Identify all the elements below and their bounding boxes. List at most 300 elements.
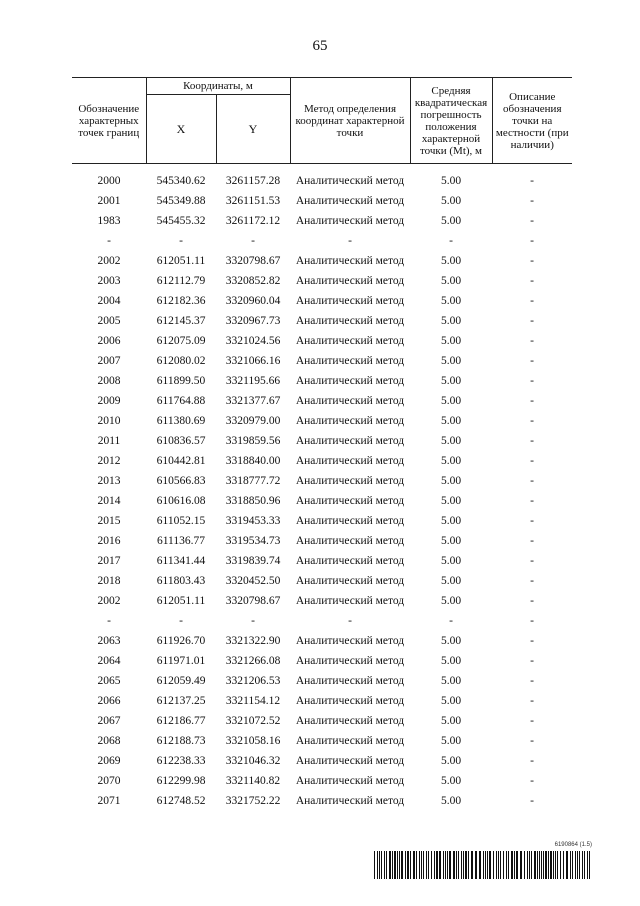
- point-id-cell: 2009: [97, 395, 121, 407]
- coord-y-cell: 3321066.16: [225, 355, 281, 367]
- method-cell: Аналитический метод: [295, 795, 405, 807]
- method-cell: Аналитический метод: [295, 315, 405, 327]
- coord-y-cell: 3320452.50: [225, 575, 281, 587]
- point-id-cell: 2071: [97, 795, 121, 807]
- point-id-cell: 2000: [97, 175, 121, 187]
- barcode-bar: [539, 851, 540, 879]
- method-cell: Аналитический метод: [295, 335, 405, 347]
- point-id-cell: 2070: [97, 775, 121, 787]
- accuracy-cell: 5.00: [440, 275, 462, 287]
- barcode-bar: [399, 851, 400, 879]
- coord-x-cell: 612145.37: [156, 315, 206, 327]
- barcode-bar: [421, 851, 422, 879]
- coord-y-cell: 3321206.53: [225, 675, 281, 687]
- table-row: [72, 791, 572, 811]
- accuracy-cell: 5.00: [440, 215, 462, 227]
- description-cell: -: [530, 415, 534, 427]
- method-cell: Аналитический метод: [295, 475, 405, 487]
- description-cell: -: [530, 255, 534, 267]
- description-cell: -: [530, 655, 534, 667]
- barcode-bar: [449, 851, 451, 879]
- barcode-bar: [582, 851, 583, 879]
- coord-x-cell: 545455.32: [156, 215, 206, 227]
- table-row: [72, 691, 572, 711]
- description-cell: -: [530, 295, 534, 307]
- coord-x-cell: 610836.57: [156, 435, 206, 447]
- coord-y-cell: 3321072.52: [225, 715, 281, 727]
- point-id-cell: 2066: [97, 695, 121, 707]
- barcode-bar: [394, 851, 396, 879]
- coord-x-cell: -: [179, 615, 183, 627]
- accuracy-cell: 5.00: [440, 315, 462, 327]
- description-cell: -: [530, 535, 534, 547]
- description-cell: -: [530, 615, 534, 627]
- accuracy-cell: 5.00: [440, 295, 462, 307]
- table-row: [72, 491, 572, 511]
- table-row: [72, 391, 572, 411]
- table-row: [72, 351, 572, 371]
- coord-y-cell: 3320979.00: [225, 415, 281, 427]
- accuracy-cell: 5.00: [440, 555, 462, 567]
- barcode-bar: [426, 851, 427, 879]
- barcode-bar: [589, 851, 590, 879]
- coord-x-cell: 611899.50: [156, 375, 206, 387]
- coord-y-cell: 3321266.08: [225, 655, 281, 667]
- description-cell: -: [530, 595, 534, 607]
- barcode-bar: [479, 851, 481, 879]
- barcode-bar: [575, 851, 576, 879]
- table-row: [72, 411, 572, 431]
- method-cell: Аналитический метод: [295, 635, 405, 647]
- accuracy-cell: 5.00: [440, 455, 462, 467]
- barcode-bar: [379, 851, 380, 879]
- method-cell: Аналитический метод: [295, 395, 405, 407]
- barcode-bar: [428, 851, 429, 879]
- accuracy-cell: 5.00: [440, 535, 462, 547]
- accuracy-cell: 5.00: [440, 635, 462, 647]
- barcode-bar: [463, 851, 464, 879]
- coord-y-cell: 3318850.96: [225, 495, 281, 507]
- accuracy-cell: 5.00: [440, 475, 462, 487]
- coord-x-cell: 611971.01: [156, 655, 206, 667]
- accuracy-cell: 5.00: [440, 595, 462, 607]
- point-id-cell: 2001: [97, 195, 121, 207]
- method-cell: Аналитический метод: [295, 535, 405, 547]
- barcode-bar: [541, 851, 542, 879]
- table-row: [72, 331, 572, 351]
- point-id-cell: 2065: [97, 675, 121, 687]
- barcode-bar: [527, 851, 528, 879]
- barcode-bar: [560, 851, 561, 879]
- coord-x-cell: 545340.62: [156, 175, 206, 187]
- barcode-bar: [397, 851, 398, 879]
- accuracy-cell: 5.00: [440, 715, 462, 727]
- barcode-bar: [407, 851, 409, 879]
- header-designation: Обозначение характерных точек границ: [72, 78, 146, 164]
- accuracy-cell: 5.00: [440, 375, 462, 387]
- barcode-bar: [483, 851, 484, 879]
- barcode-bar: [572, 851, 573, 879]
- method-cell: Аналитический метод: [295, 195, 405, 207]
- barcode-bar: [468, 851, 469, 879]
- table-row: [72, 231, 572, 251]
- coord-y-cell: 3321058.16: [225, 735, 281, 747]
- barcode: [374, 842, 592, 882]
- coord-y-cell: 3321377.67: [225, 395, 281, 407]
- accuracy-cell: 5.00: [440, 795, 462, 807]
- barcode-bar: [471, 851, 473, 879]
- method-cell: -: [348, 235, 352, 247]
- point-id-cell: 2017: [97, 555, 121, 567]
- accuracy-cell: 5.00: [440, 755, 462, 767]
- coord-y-cell: 3321046.32: [225, 755, 281, 767]
- table-row: [72, 711, 572, 731]
- barcode-bar: [516, 851, 518, 879]
- barcode-bar: [577, 851, 578, 879]
- coord-x-cell: 612112.79: [156, 275, 206, 287]
- method-cell: Аналитический метод: [295, 295, 405, 307]
- barcode-bar: [550, 851, 552, 879]
- header-coordinates: Координаты, м: [146, 78, 290, 95]
- coord-x-cell: 612748.52: [156, 795, 206, 807]
- description-cell: -: [530, 435, 534, 447]
- table-body: [72, 164, 572, 812]
- point-id-cell: 2005: [97, 315, 121, 327]
- barcode-bar: [439, 851, 441, 879]
- description-cell: -: [530, 335, 534, 347]
- table-row: [72, 371, 572, 391]
- accuracy-cell: 5.00: [440, 355, 462, 367]
- table-row: [72, 551, 572, 571]
- point-id-cell: 2069: [97, 755, 121, 767]
- point-id-cell: 2067: [97, 715, 121, 727]
- coord-x-cell: 612137.25: [156, 695, 206, 707]
- barcode-bar: [579, 851, 580, 879]
- accuracy-cell: 5.00: [440, 735, 462, 747]
- point-id-cell: 2004: [97, 295, 121, 307]
- barcode-bar: [487, 851, 488, 879]
- barcode-bar: [447, 851, 448, 879]
- barcode-bar: [557, 851, 558, 879]
- description-cell: -: [530, 215, 534, 227]
- coord-x-cell: 612182.36: [156, 295, 206, 307]
- barcode-bar: [506, 851, 507, 879]
- barcode-bar: [458, 851, 459, 879]
- method-cell: Аналитический метод: [295, 675, 405, 687]
- coord-x-cell: 612051.11: [156, 255, 206, 267]
- barcode-bar: [520, 851, 522, 879]
- method-cell: Аналитический метод: [295, 455, 405, 467]
- point-id-cell: 2002: [97, 255, 121, 267]
- barcode-caption: 6190864 (1.5): [554, 842, 592, 848]
- coord-y-cell: 3319839.74: [225, 555, 281, 567]
- barcode-bar: [555, 851, 556, 879]
- method-cell: Аналитический метод: [295, 735, 405, 747]
- coord-y-cell: 3321322.90: [225, 635, 281, 647]
- barcode-bar: [374, 851, 375, 879]
- barcode-bar: [485, 851, 486, 879]
- barcode-bar: [496, 851, 497, 879]
- method-cell: Аналитический метод: [295, 515, 405, 527]
- accuracy-cell: 5.00: [440, 395, 462, 407]
- coord-y-cell: 3320967.73: [225, 315, 281, 327]
- table-row: [72, 751, 572, 771]
- description-cell: -: [530, 355, 534, 367]
- table-row: [72, 651, 572, 671]
- coord-x-cell: 610442.81: [156, 455, 206, 467]
- barcode-bar: [419, 851, 420, 879]
- point-id-cell: 2008: [97, 375, 121, 387]
- barcode-bar: [431, 851, 432, 879]
- barcode-bar: [524, 851, 525, 879]
- barcode-bar: [566, 851, 568, 879]
- table-row: [72, 531, 572, 551]
- description-cell: -: [530, 375, 534, 387]
- point-id-cell: 2013: [97, 475, 121, 487]
- barcode-bar: [416, 851, 417, 879]
- barcode-bar: [377, 851, 378, 879]
- table-row: [72, 451, 572, 471]
- coordinates-table: [72, 77, 572, 811]
- coord-y-cell: 3321195.66: [225, 375, 281, 387]
- coord-x-cell: 611341.44: [156, 555, 206, 567]
- barcode-bar: [436, 851, 438, 879]
- method-cell: Аналитический метод: [295, 775, 405, 787]
- coord-y-cell: 3318840.00: [225, 455, 281, 467]
- coord-y-cell: 3320852.82: [225, 275, 281, 287]
- barcode-bar: [461, 851, 462, 879]
- coord-x-cell: 612075.09: [156, 335, 206, 347]
- barcode-bar: [508, 851, 509, 879]
- coord-y-cell: 3319534.73: [225, 535, 281, 547]
- method-cell: Аналитический метод: [295, 355, 405, 367]
- method-cell: Аналитический метод: [295, 215, 405, 227]
- barcode-bar: [534, 851, 536, 879]
- barcode-bar: [453, 851, 455, 879]
- coord-y-cell: -: [251, 615, 255, 627]
- point-id-cell: 2012: [97, 455, 121, 467]
- description-cell: -: [530, 475, 534, 487]
- accuracy-cell: 5.00: [440, 775, 462, 787]
- barcode-bar: [405, 851, 406, 879]
- description-cell: -: [530, 515, 534, 527]
- accuracy-cell: 5.00: [440, 695, 462, 707]
- method-cell: Аналитический метод: [295, 255, 405, 267]
- barcode-bar: [475, 851, 477, 879]
- coord-x-cell: 545349.88: [156, 195, 206, 207]
- barcode-bar: [548, 851, 549, 879]
- description-cell: -: [530, 755, 534, 767]
- barcode-bar: [537, 851, 538, 879]
- coord-x-cell: 610566.83: [156, 475, 206, 487]
- coord-x-cell: 612186.77: [156, 715, 206, 727]
- barcode-bar: [389, 851, 391, 879]
- point-id-cell: 2002: [97, 595, 121, 607]
- method-cell: -: [348, 615, 352, 627]
- method-cell: Аналитический метод: [295, 375, 405, 387]
- accuracy-cell: 5.00: [440, 495, 462, 507]
- table-row: [72, 271, 572, 291]
- description-cell: -: [530, 175, 534, 187]
- page-number: 65: [312, 38, 328, 54]
- barcode-bar: [529, 851, 530, 879]
- coord-y-cell: 3320798.67: [225, 255, 281, 267]
- point-id-cell: -: [107, 235, 111, 247]
- method-cell: Аналитический метод: [295, 555, 405, 567]
- barcode-bar: [413, 851, 415, 879]
- accuracy-cell: 5.00: [440, 175, 462, 187]
- coord-x-cell: 612188.73: [156, 735, 206, 747]
- barcode-bar: [410, 851, 411, 879]
- barcode-bar: [553, 851, 554, 879]
- table-row: [72, 191, 572, 211]
- coord-x-cell: 612059.49: [156, 675, 206, 687]
- point-id-cell: 1983: [97, 215, 121, 227]
- coord-x-cell: 611803.43: [156, 575, 206, 587]
- coord-y-cell: 3261157.28: [225, 175, 281, 187]
- coord-y-cell: 3321752.22: [225, 795, 281, 807]
- point-id-cell: 2007: [97, 355, 121, 367]
- coord-y-cell: 3319453.33: [225, 515, 281, 527]
- table-row: [72, 311, 572, 331]
- barcode-bar: [587, 851, 588, 879]
- barcode-bar: [514, 851, 515, 879]
- point-id-cell: 2018: [97, 575, 121, 587]
- point-id-cell: 2010: [97, 415, 121, 427]
- description-cell: -: [530, 795, 534, 807]
- barcode-bar: [543, 851, 544, 879]
- description-cell: -: [530, 735, 534, 747]
- coord-y-cell: 3321140.82: [225, 775, 281, 787]
- point-id-cell: 2015: [97, 515, 121, 527]
- accuracy-cell: 5.00: [440, 575, 462, 587]
- coord-x-cell: 611136.77: [156, 535, 206, 547]
- table-row: [72, 291, 572, 311]
- coord-x-cell: 612080.02: [156, 355, 206, 367]
- accuracy-cell: -: [449, 235, 453, 247]
- point-id-cell: 2006: [97, 335, 121, 347]
- barcode-bar: [570, 851, 571, 879]
- table-row: [72, 431, 572, 451]
- barcode-bar: [386, 851, 387, 879]
- coord-y-cell: 3321154.12: [225, 695, 281, 707]
- coord-y-cell: 3320960.04: [225, 295, 281, 307]
- coord-y-cell: -: [251, 235, 255, 247]
- coord-y-cell: 3320798.67: [225, 595, 281, 607]
- barcode-bar: [511, 851, 513, 879]
- description-cell: -: [530, 395, 534, 407]
- barcode-bar: [498, 851, 499, 879]
- description-cell: -: [530, 775, 534, 787]
- description-cell: -: [530, 715, 534, 727]
- method-cell: Аналитический метод: [295, 435, 405, 447]
- table-row: [72, 571, 572, 591]
- accuracy-cell: 5.00: [440, 195, 462, 207]
- description-cell: -: [530, 675, 534, 687]
- description-cell: -: [530, 455, 534, 467]
- coord-x-cell: -: [179, 235, 183, 247]
- barcode-bar: [445, 851, 446, 879]
- description-cell: -: [530, 275, 534, 287]
- barcode-bar: [384, 851, 385, 879]
- description-cell: -: [530, 235, 534, 247]
- table-row: [72, 171, 572, 191]
- table-row: [72, 611, 572, 631]
- barcode-bar: [401, 851, 403, 879]
- barcode-bar: [456, 851, 457, 879]
- method-cell: Аналитический метод: [295, 275, 405, 287]
- table-row: [72, 511, 572, 531]
- coord-x-cell: 612051.11: [156, 595, 206, 607]
- accuracy-cell: 5.00: [440, 435, 462, 447]
- barcode-bar: [465, 851, 467, 879]
- description-cell: -: [530, 555, 534, 567]
- barcode-bar: [434, 851, 435, 879]
- accuracy-cell: 5.00: [440, 515, 462, 527]
- accuracy-cell: 5.00: [440, 255, 462, 267]
- table-row: [72, 771, 572, 791]
- point-id-cell: 2003: [97, 275, 121, 287]
- method-cell: Аналитический метод: [295, 495, 405, 507]
- table-row: [72, 671, 572, 691]
- coord-x-cell: 611052.15: [156, 515, 206, 527]
- table-row: [72, 631, 572, 651]
- coord-x-cell: 611380.69: [156, 415, 206, 427]
- description-cell: -: [530, 695, 534, 707]
- method-cell: Аналитический метод: [295, 575, 405, 587]
- accuracy-cell: 5.00: [440, 415, 462, 427]
- coord-x-cell: 612299.98: [156, 775, 206, 787]
- table-row: [72, 591, 572, 611]
- method-cell: Аналитический метод: [295, 175, 405, 187]
- coord-x-cell: 611764.88: [156, 395, 206, 407]
- barcode-bar: [545, 851, 547, 879]
- point-id-cell: -: [107, 615, 111, 627]
- accuracy-cell: 5.00: [440, 675, 462, 687]
- method-cell: Аналитический метод: [295, 595, 405, 607]
- header-accuracy: Средняя квадратическая погрешность положения характерной точки (Мt), м: [410, 78, 492, 164]
- method-cell: Аналитический метод: [295, 655, 405, 667]
- header-method: Метод определения координат характерной точки: [290, 78, 410, 164]
- barcode-bar: [531, 851, 532, 879]
- coord-y-cell: 3261172.12: [225, 215, 281, 227]
- table-row: [72, 251, 572, 271]
- coord-y-cell: 3318777.72: [225, 475, 281, 487]
- point-id-cell: 2011: [97, 435, 121, 447]
- coord-x-cell: 611926.70: [156, 635, 206, 647]
- method-cell: Аналитический метод: [295, 715, 405, 727]
- point-id-cell: 2063: [97, 635, 121, 647]
- barcode-bar: [563, 851, 564, 879]
- table-row: [72, 211, 572, 231]
- description-cell: -: [530, 195, 534, 207]
- coord-y-cell: 3319859.56: [225, 435, 281, 447]
- coord-y-cell: 3321024.56: [225, 335, 281, 347]
- barcode-bar: [503, 851, 504, 879]
- header-y: Y: [216, 95, 290, 164]
- coord-x-cell: 612238.33: [156, 755, 206, 767]
- barcode-bar: [500, 851, 501, 879]
- method-cell: Аналитический метод: [295, 415, 405, 427]
- point-id-cell: 2068: [97, 735, 121, 747]
- accuracy-cell: -: [449, 615, 453, 627]
- header-description: Описание обозначения точки на местности (при наличии): [492, 78, 572, 164]
- barcode-bar: [381, 851, 382, 879]
- barcode-bar: [584, 851, 585, 879]
- description-cell: -: [530, 575, 534, 587]
- table-row: [72, 731, 572, 751]
- point-id-cell: 2064: [97, 655, 121, 667]
